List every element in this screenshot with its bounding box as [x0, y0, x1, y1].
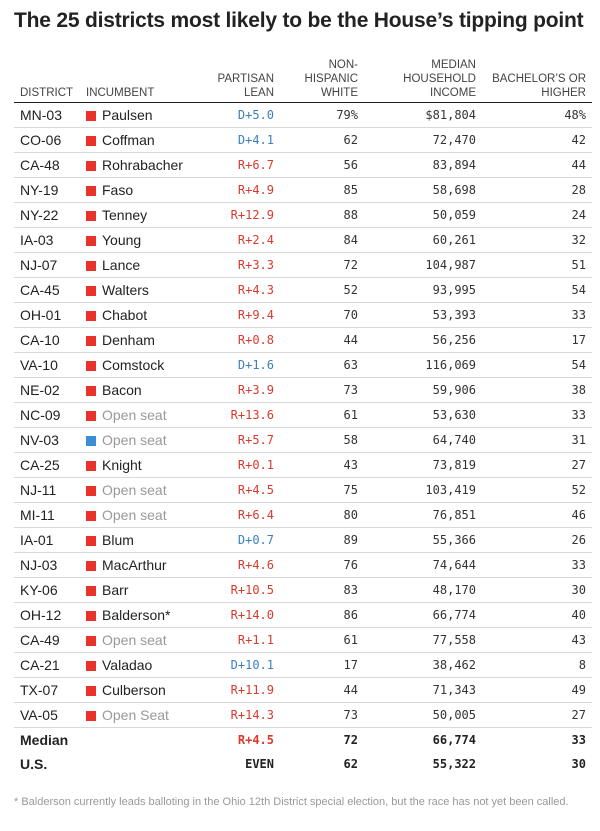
header-median-income [370, 52, 482, 103]
incumbent-name: Open Seat [102, 707, 169, 723]
republican-party-square-icon [86, 111, 96, 121]
bachelors-pct-cell: 54 [482, 278, 592, 303]
summary-row [14, 752, 592, 776]
summary-bachelors: 33 [482, 728, 592, 753]
partisan-lean-cell: D+10.1 [206, 653, 280, 678]
incumbent-name: Faso [102, 182, 134, 198]
republican-party-square-icon [86, 536, 96, 546]
incumbent-cell [86, 228, 206, 253]
incumbent-cell [86, 153, 206, 178]
white-pct-cell: 44 [280, 328, 370, 353]
bachelors-pct-cell: 54 [482, 353, 592, 378]
white-pct-cell: 58 [280, 428, 370, 453]
median-income-cell: 60,261 [370, 228, 482, 253]
republican-party-square-icon [86, 186, 96, 196]
republican-party-square-icon [86, 711, 96, 721]
table-body [14, 103, 592, 777]
summary-income: 55,322 [432, 757, 476, 771]
incumbent-name: Denham [102, 332, 155, 348]
incumbent-name: Rohrabacher [102, 157, 183, 173]
partisan-lean-cell: R+3.9 [206, 378, 280, 403]
summary-income: 66,774 [370, 728, 482, 753]
header-bachelors-line1: BACHELOR’S OR [492, 73, 586, 85]
district-cell: MI-11 [14, 503, 86, 528]
median-income-cell: 56,256 [370, 328, 482, 353]
table-row [14, 478, 592, 503]
bachelors-pct-cell: 48% [482, 103, 592, 128]
white-pct-cell: 75 [280, 478, 370, 503]
white-pct-cell: 52 [280, 278, 370, 303]
incumbent-cell [86, 178, 206, 203]
incumbent-cell [86, 303, 206, 328]
partisan-lean-cell: R+6.4 [206, 503, 280, 528]
summary-white: 62 [343, 757, 358, 771]
white-pct-cell: 89 [280, 528, 370, 553]
header-partisan-lean-line2: LEAN [243, 87, 274, 99]
white-pct-cell: 61 [280, 403, 370, 428]
district-cell: CA-49 [14, 628, 86, 653]
median-income-cell: 72,470 [370, 128, 482, 153]
bachelors-pct-cell: 38 [482, 378, 592, 403]
republican-party-square-icon [86, 336, 96, 346]
incumbent-cell [86, 378, 206, 403]
bachelors-pct-cell: 49 [482, 678, 592, 703]
white-pct-cell: 72 [280, 253, 370, 278]
partisan-lean-cell: D+1.6 [206, 353, 280, 378]
republican-party-square-icon [86, 236, 96, 246]
district-cell: NC-09 [14, 403, 86, 428]
table-row [14, 453, 592, 478]
incumbent-cell [86, 653, 206, 678]
incumbent-name: Knight [102, 457, 142, 473]
incumbent-cell [86, 403, 206, 428]
white-pct-cell: 76 [280, 553, 370, 578]
republican-party-square-icon [86, 686, 96, 696]
republican-party-square-icon [86, 661, 96, 671]
table-row [14, 253, 592, 278]
partisan-lean-cell: R+0.1 [206, 453, 280, 478]
partisan-lean-cell: R+0.8 [206, 328, 280, 353]
white-pct-cell: 70 [280, 303, 370, 328]
incumbent-cell [86, 603, 206, 628]
white-pct-cell: 84 [280, 228, 370, 253]
table-row [14, 278, 592, 303]
district-cell: VA-10 [14, 353, 86, 378]
bachelors-pct-cell: 40 [482, 603, 592, 628]
median-income-cell: 48,170 [370, 578, 482, 603]
summary-row [14, 728, 592, 753]
median-income-cell: 64,740 [370, 428, 482, 453]
median-income-cell: 71,343 [370, 678, 482, 703]
bachelors-pct-cell: 44 [482, 153, 592, 178]
incumbent-name: Bacon [102, 382, 142, 398]
header-partisan-lean [206, 52, 280, 103]
incumbent-name: Paulsen [102, 107, 153, 123]
summary-label: U.S. [20, 756, 48, 772]
partisan-lean-cell: R+10.5 [206, 578, 280, 603]
median-income-cell: 53,630 [370, 403, 482, 428]
incumbent-cell [86, 478, 206, 503]
district-cell: OH-01 [14, 303, 86, 328]
incumbent-cell [86, 453, 206, 478]
incumbent-name: Chabot [102, 307, 148, 323]
incumbent-name: Comstock [102, 357, 165, 373]
districts-table [14, 52, 592, 776]
bachelors-pct-cell: 24 [482, 203, 592, 228]
republican-party-square-icon [86, 311, 96, 321]
table-row [14, 203, 592, 228]
bachelors-pct-cell: 26 [482, 528, 592, 553]
median-income-cell: 50,059 [370, 203, 482, 228]
table-row [14, 378, 592, 403]
bachelors-pct-cell: 52 [482, 478, 592, 503]
white-pct-cell: 73 [280, 703, 370, 728]
table-row [14, 553, 592, 578]
incumbent-name: Lance [102, 257, 141, 273]
header-income-line1: MEDIAN [431, 59, 476, 71]
header-white-line3: WHITE [320, 87, 358, 99]
bachelors-pct-cell: 33 [482, 553, 592, 578]
table-row [14, 603, 592, 628]
partisan-lean-cell: R+4.6 [206, 553, 280, 578]
table-row [14, 628, 592, 653]
incumbent-name: Culberson [102, 682, 166, 698]
white-pct-cell: 43 [280, 453, 370, 478]
incumbent-cell [86, 328, 206, 353]
white-pct-cell: 17 [280, 653, 370, 678]
republican-party-square-icon [86, 361, 96, 371]
white-pct-cell: 61 [280, 628, 370, 653]
table-row [14, 178, 592, 203]
header-white-line2: HISPANIC [304, 73, 358, 85]
median-income-cell: 116,069 [370, 353, 482, 378]
table-row [14, 528, 592, 553]
incumbent-name: Coffman [102, 132, 155, 148]
median-income-cell: 53,393 [370, 303, 482, 328]
incumbent-cell [86, 128, 206, 153]
bachelors-pct-cell: 42 [482, 128, 592, 153]
republican-party-square-icon [86, 461, 96, 471]
incumbent-cell [86, 278, 206, 303]
partisan-lean-cell: D+0.7 [206, 528, 280, 553]
partisan-lean-cell: R+4.3 [206, 278, 280, 303]
partisan-lean-cell: R+1.1 [206, 628, 280, 653]
partisan-lean-cell: R+4.9 [206, 178, 280, 203]
table-row [14, 678, 592, 703]
median-income-cell: $81,804 [370, 103, 482, 128]
incumbent-name: Open seat [102, 632, 167, 648]
summary-bachelors: 30 [571, 757, 586, 771]
partisan-lean-cell: R+6.7 [206, 153, 280, 178]
table-row [14, 703, 592, 728]
republican-party-square-icon [86, 136, 96, 146]
white-pct-cell: 62 [280, 128, 370, 153]
incumbent-cell [86, 553, 206, 578]
bachelors-pct-cell: 33 [482, 303, 592, 328]
white-pct-cell: 44 [280, 678, 370, 703]
district-cell: VA-05 [14, 703, 86, 728]
bachelors-pct-cell: 17 [482, 328, 592, 353]
republican-party-square-icon [86, 411, 96, 421]
bachelors-pct-cell: 43 [482, 628, 592, 653]
bachelors-pct-cell: 33 [482, 403, 592, 428]
partisan-lean-cell: R+13.6 [206, 403, 280, 428]
table-row [14, 228, 592, 253]
white-pct-cell: 56 [280, 153, 370, 178]
median-income-cell: 74,644 [370, 553, 482, 578]
header-bachelors-line2: HIGHER [541, 87, 586, 99]
incumbent-name: Walters [102, 282, 149, 298]
republican-party-square-icon [86, 561, 96, 571]
white-pct-cell: 85 [280, 178, 370, 203]
incumbent-name: Open seat [102, 507, 167, 523]
incumbent-cell [86, 528, 206, 553]
incumbent-name: Young [102, 232, 142, 248]
district-cell: TX-07 [14, 678, 86, 703]
median-income-cell: 83,894 [370, 153, 482, 178]
district-cell: CA-25 [14, 453, 86, 478]
median-income-cell: 93,995 [370, 278, 482, 303]
district-cell: CA-10 [14, 328, 86, 353]
incumbent-cell [86, 253, 206, 278]
incumbent-name: Balderson* [102, 607, 171, 623]
median-income-cell: 103,419 [370, 478, 482, 503]
table-row [14, 653, 592, 678]
district-cell: KY-06 [14, 578, 86, 603]
republican-party-square-icon [86, 611, 96, 621]
partisan-lean-cell: R+4.5 [206, 478, 280, 503]
district-cell: NJ-07 [14, 253, 86, 278]
footnote: * Balderson currently leads balloting in the Ohio 12th District special election, but the race has not yet been called. [14, 796, 569, 808]
democrat-party-square-icon [86, 436, 96, 446]
district-cell: NY-19 [14, 178, 86, 203]
median-income-cell: 104,987 [370, 253, 482, 278]
table-row [14, 403, 592, 428]
bachelors-pct-cell: 30 [482, 578, 592, 603]
incumbent-name: Open seat [102, 407, 167, 423]
summary-label: Median [14, 728, 206, 753]
district-cell: NY-22 [14, 203, 86, 228]
republican-party-square-icon [86, 211, 96, 221]
incumbent-name: Tenney [102, 207, 148, 223]
incumbent-cell [86, 703, 206, 728]
table-row [14, 503, 592, 528]
incumbent-cell [86, 503, 206, 528]
page-title: The 25 districts most likely to be the House’s tipping point [14, 9, 584, 32]
incumbent-name: MacArthur [102, 557, 167, 573]
district-cell: OH-12 [14, 603, 86, 628]
partisan-lean-cell: R+11.9 [206, 678, 280, 703]
incumbent-cell [86, 628, 206, 653]
district-cell: NE-02 [14, 378, 86, 403]
white-pct-cell: 88 [280, 203, 370, 228]
partisan-lean-cell: R+14.0 [206, 603, 280, 628]
republican-party-square-icon [86, 486, 96, 496]
header-partisan-lean-line1: PARTISAN [217, 73, 274, 85]
district-cell: NJ-11 [14, 478, 86, 503]
partisan-lean-cell: D+5.0 [206, 103, 280, 128]
median-income-cell: 73,819 [370, 453, 482, 478]
white-pct-cell: 86 [280, 603, 370, 628]
median-income-cell: 59,906 [370, 378, 482, 403]
bachelors-pct-cell: 27 [482, 703, 592, 728]
incumbent-cell [86, 103, 206, 128]
median-income-cell: 66,774 [370, 603, 482, 628]
district-cell: NV-03 [14, 428, 86, 453]
bachelors-pct-cell: 46 [482, 503, 592, 528]
republican-party-square-icon [86, 286, 96, 296]
partisan-lean-cell: R+14.3 [206, 703, 280, 728]
table-row [14, 428, 592, 453]
bachelors-pct-cell: 27 [482, 453, 592, 478]
bachelors-pct-cell: 32 [482, 228, 592, 253]
incumbent-cell [86, 353, 206, 378]
header-non-hispanic-white [280, 52, 370, 103]
table-row [14, 578, 592, 603]
table-header-row [14, 52, 592, 103]
table-row [14, 353, 592, 378]
partisan-lean-cell: D+4.1 [206, 128, 280, 153]
median-income-cell: 55,366 [370, 528, 482, 553]
incumbent-cell [86, 578, 206, 603]
header-white-line1: NON- [328, 59, 358, 71]
republican-party-square-icon [86, 161, 96, 171]
republican-party-square-icon [86, 386, 96, 396]
bachelors-pct-cell: 28 [482, 178, 592, 203]
incumbent-name: Blum [102, 532, 134, 548]
median-income-cell: 58,698 [370, 178, 482, 203]
table-row [14, 128, 592, 153]
republican-party-square-icon [86, 261, 96, 271]
bachelors-pct-cell: 31 [482, 428, 592, 453]
white-pct-cell: 79% [280, 103, 370, 128]
partisan-lean-cell: R+3.3 [206, 253, 280, 278]
republican-party-square-icon [86, 636, 96, 646]
median-income-cell: 76,851 [370, 503, 482, 528]
header-incumbent: INCUMBENT [86, 87, 155, 99]
incumbent-name: Open seat [102, 482, 167, 498]
partisan-lean-cell: R+9.4 [206, 303, 280, 328]
incumbent-name: Open seat [102, 432, 167, 448]
white-pct-cell: 80 [280, 503, 370, 528]
bachelors-pct-cell: 51 [482, 253, 592, 278]
median-income-cell: 38,462 [370, 653, 482, 678]
district-cell: CA-48 [14, 153, 86, 178]
district-cell: CA-21 [14, 653, 86, 678]
incumbent-cell [86, 678, 206, 703]
table-row [14, 103, 592, 128]
white-pct-cell: 73 [280, 378, 370, 403]
header-district: DISTRICT [20, 87, 74, 99]
bachelors-pct-cell: 8 [482, 653, 592, 678]
republican-party-square-icon [86, 586, 96, 596]
white-pct-cell: 83 [280, 578, 370, 603]
district-cell: IA-01 [14, 528, 86, 553]
table-row [14, 328, 592, 353]
summary-lean: EVEN [245, 757, 274, 771]
incumbent-cell [86, 203, 206, 228]
district-cell: CA-45 [14, 278, 86, 303]
header-income-line3: INCOME [430, 87, 476, 99]
median-income-cell: 77,558 [370, 628, 482, 653]
partisan-lean-cell: R+2.4 [206, 228, 280, 253]
table-row [14, 153, 592, 178]
summary-lean: R+4.5 [206, 728, 280, 753]
median-income-cell: 50,005 [370, 703, 482, 728]
incumbent-cell [86, 428, 206, 453]
partisan-lean-cell: R+12.9 [206, 203, 280, 228]
incumbent-name: Barr [102, 582, 129, 598]
white-pct-cell: 63 [280, 353, 370, 378]
header-income-line2: HOUSEHOLD [403, 73, 476, 85]
district-cell: CO-06 [14, 128, 86, 153]
table-row [14, 303, 592, 328]
incumbent-name: Valadao [102, 657, 153, 673]
district-cell: NJ-03 [14, 553, 86, 578]
district-cell: IA-03 [14, 228, 86, 253]
header-bachelors [482, 52, 592, 103]
republican-party-square-icon [86, 511, 96, 521]
partisan-lean-cell: R+5.7 [206, 428, 280, 453]
district-cell: MN-03 [14, 103, 86, 128]
summary-white: 72 [280, 728, 370, 753]
